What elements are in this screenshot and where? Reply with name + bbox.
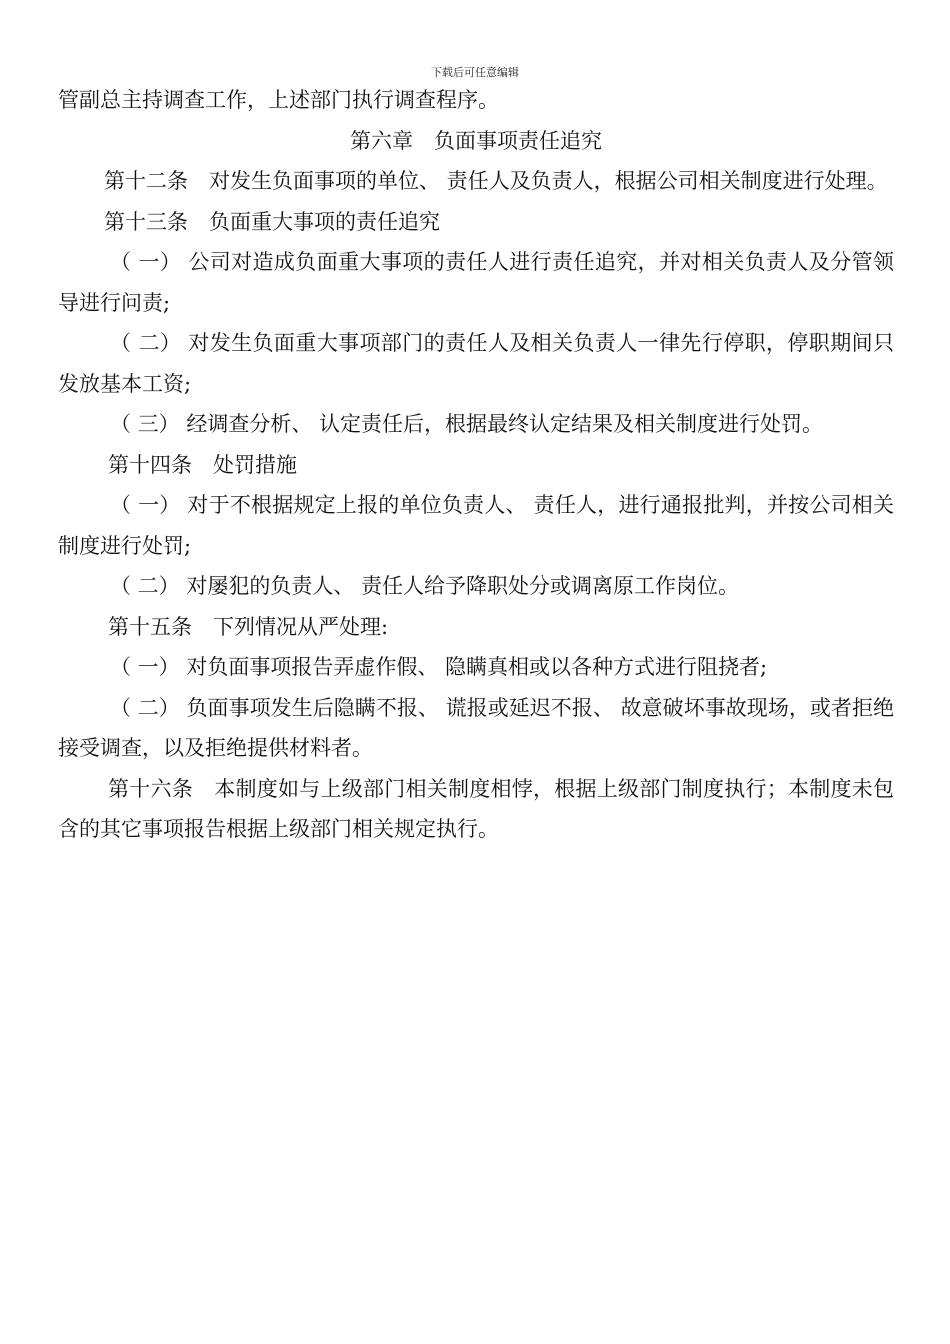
article-15-item-2: （ 二） 负面事项发生后隐瞒不报、 谎报或延迟不报、 故意破坏事故现场，或者拒绝接受调查，以及拒绝提供材料者。 xyxy=(58,695,894,760)
article-14-heading: 第十四条 处罚措施 xyxy=(108,452,297,477)
article-15-item-1: （ 一） 对负面事项报告弄虚作假、 隐瞒真相或以各种方式进行阻挠者; xyxy=(110,655,768,679)
document-body xyxy=(58,80,894,850)
article-13-item-2: （ 二） 对发生负面重大事项部门的责任人及相关负责人一律先行停职，停职期间只发放基本工资; xyxy=(58,331,894,396)
article-15-heading: 第十五条 下列情况从严处理: xyxy=(108,614,389,639)
article-12: 第十二条 对发生负面事项的单位、 责任人及负责人，根据公司相关制度进行处理。 xyxy=(104,169,888,193)
article-14-item-2: （ 二） 对屡犯的负责人、 责任人给予降职处分或调离原工作岗位。 xyxy=(110,574,740,598)
article-14-item-1: （ 一） 对于不根据规定上报的单位负责人、 责任人，进行通报批判，并按公司相关制度进行处罚; xyxy=(58,493,894,558)
article-13-heading: 第十三条 负面重大事项的责任追究 xyxy=(104,209,440,234)
paragraph-continuation: 管副总主持调查工作，上述部门执行调查程序。 xyxy=(58,88,499,112)
article-16: 第十六条 本制度如与上级部门相关制度相悖，根据上级部门制度执行；本制度未包含的其它事项报告根据上级部门相关规定执行。 xyxy=(58,776,894,841)
chapter-heading: 第六章 负面事项责任追究 xyxy=(350,128,602,153)
article-13-item-1: （ 一） 公司对造成负面重大事项的责任人进行责任追究，并对相关负责人及分管领导进行问责; xyxy=(58,250,894,315)
page-header-note: 下载后可任意编辑 xyxy=(431,66,519,79)
article-13-item-3: （ 三） 经调查分析、 认定责任后，根据最终认定结果及相关制度进行处罚。 xyxy=(110,412,824,436)
